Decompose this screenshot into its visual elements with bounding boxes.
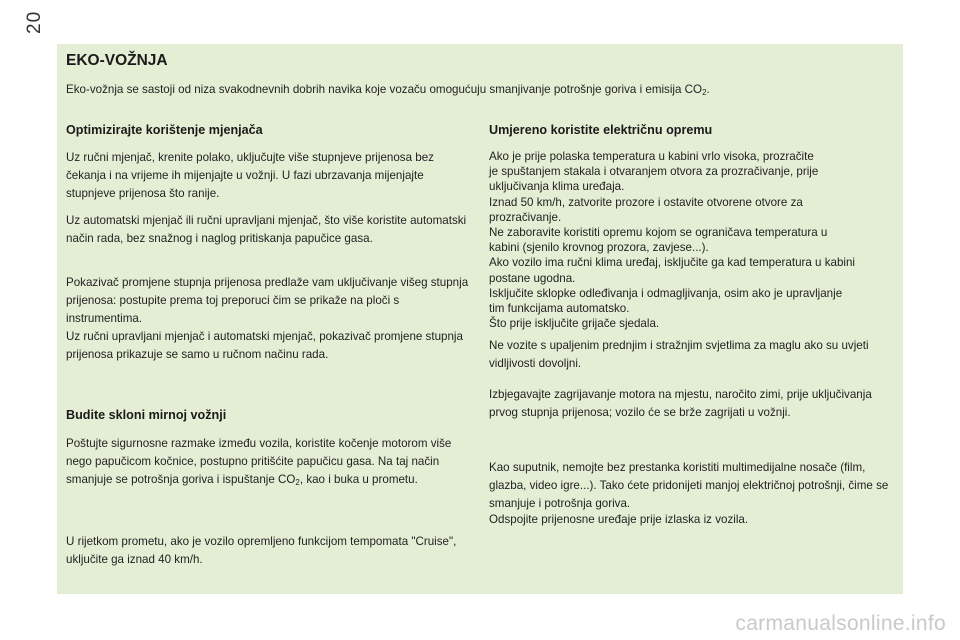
calm-heading: Budite skloni mirnoj vožnji bbox=[66, 408, 227, 422]
page-title: EKO-VOŽNJA bbox=[66, 52, 168, 69]
electric-paragraph-4a: Kao suputnik, nemojte bez prestanka koristiti multimedijalne nosače (film, glazba, video igre...). Tako ćete pridonijeti manjoj električnoj potrošnji, čime se smanjuje i potrošnja goriva. bbox=[489, 461, 889, 510]
calm-paragraph-1-end: , kao i buka u prometu. bbox=[299, 473, 418, 486]
electric-line-7: kabini (sjenilo krovnog prozora, zavjese...). bbox=[489, 241, 709, 255]
gear-paragraph-2: Uz automatski mjenjač ili ručni upravljani mjenjač, što više koristite automatski način rada, bez snažnog i naglog pritiskanja papučice gasa. bbox=[66, 214, 467, 245]
electric-line-9: postane ugodna. bbox=[489, 271, 576, 285]
intro-end: . bbox=[706, 83, 710, 96]
electric-line-6: Ne zaboravite koristiti opremu kojom se ograničava temperatura u bbox=[489, 226, 828, 240]
electric-line-5: prozračivanje. bbox=[489, 210, 562, 224]
gear-paragraph-3b: Uz ručni upravljani mjenjač i automatski mjenjač, pokazivač promjene stupnja prijenosa prikazuje se samo u ručnom načinu rada. bbox=[66, 330, 463, 361]
gear-paragraph-1: Uz ručni mjenjač, krenite polako, uključujte više stupnjeve prijenosa bez čekanja i na vrijeme ih mijenjajte u vožnji. U fazi ubrzavanja mijenjajte stupnjeve prijenosa što ranije. bbox=[66, 151, 434, 200]
electric-paragraph-1 bbox=[489, 149, 899, 331]
electric-paragraph-3: Izbjegavajte zagrijavanje motora na mjestu, naročito zimi, prije uključivanja prvog stupnja prijenosa; vozilo će se brže zagrijati u vožnji. bbox=[489, 388, 872, 419]
intro-paragraph bbox=[66, 83, 896, 97]
electric-paragraph-2: Ne vozite s upaljenim prednjim i stražnjim svjetlima za maglu ako su uvjeti vidljivosti dovoljni. bbox=[489, 339, 869, 370]
intro-text: Eko-vožnja se sastoji od niza svakodnevnih dobrih navika koje vozaču omogućuju smanjivanje potrošnje goriva i emisija CO bbox=[66, 83, 703, 96]
electric-paragraph-4b: Odspojite prijenosne uređaje prije izlaska iz vozila. bbox=[489, 513, 749, 526]
intro-subscript: 2 bbox=[702, 88, 707, 97]
page-number: 20 bbox=[24, 10, 45, 34]
electric-line-10: Isključite sklopke odleđivanja i odmagljivanja, osim ako je upravljanje bbox=[489, 286, 843, 300]
electric-heading: Umjereno koristite električnu opremu bbox=[489, 123, 713, 137]
watermark: carmanualsonline.info bbox=[735, 612, 946, 635]
gear-paragraph-3a: Pokazivač promjene stupnja prijenosa predlaže vam uključivanje višeg stupnja prijenosa: postupite prema toj preporuci čim se prikaže na ploči s instrumentima. bbox=[66, 276, 469, 325]
calm-paragraph-1 bbox=[66, 435, 476, 489]
calm-paragraph-2: U rijetkom prometu, ako je vozilo opremljeno funkcijom tempomata "Cruise", uključite ga iznad 40 km/h. bbox=[66, 535, 457, 566]
electric-line-8: Ako vozilo ima ručni klima uređaj, isključite ga kad temperatura u kabini bbox=[489, 256, 856, 270]
electric-line-2: je spuštanjem stakala i otvaranjem otvora za prozračivanje, prije bbox=[489, 165, 819, 179]
electric-line-1: Ako je prije polaska temperatura u kabini vrlo visoka, prozračite bbox=[489, 150, 814, 163]
calm-paragraph-1-subscript: 2 bbox=[295, 478, 300, 487]
electric-line-3: uključivanja klima uređaja. bbox=[489, 180, 625, 194]
calm-paragraph-1-text: Poštujte sigurnosne razmake između vozila, koristite kočenje motorom više nego papučicom kočnice, postupno pritišćite papučicu gasa. Na taj način smanjuje se potrošnja goriva i ispuštanje CO bbox=[66, 437, 452, 486]
electric-line-4: Iznad 50 km/h, zatvorite prozore i ostavite otvorene otvore za bbox=[489, 195, 803, 209]
electric-line-11: tim funkcijama automatsko. bbox=[489, 302, 630, 316]
gear-heading: Optimizirajte korištenje mjenjača bbox=[66, 123, 263, 137]
electric-line-12: Što prije isključite grijače sjedala. bbox=[489, 317, 660, 331]
